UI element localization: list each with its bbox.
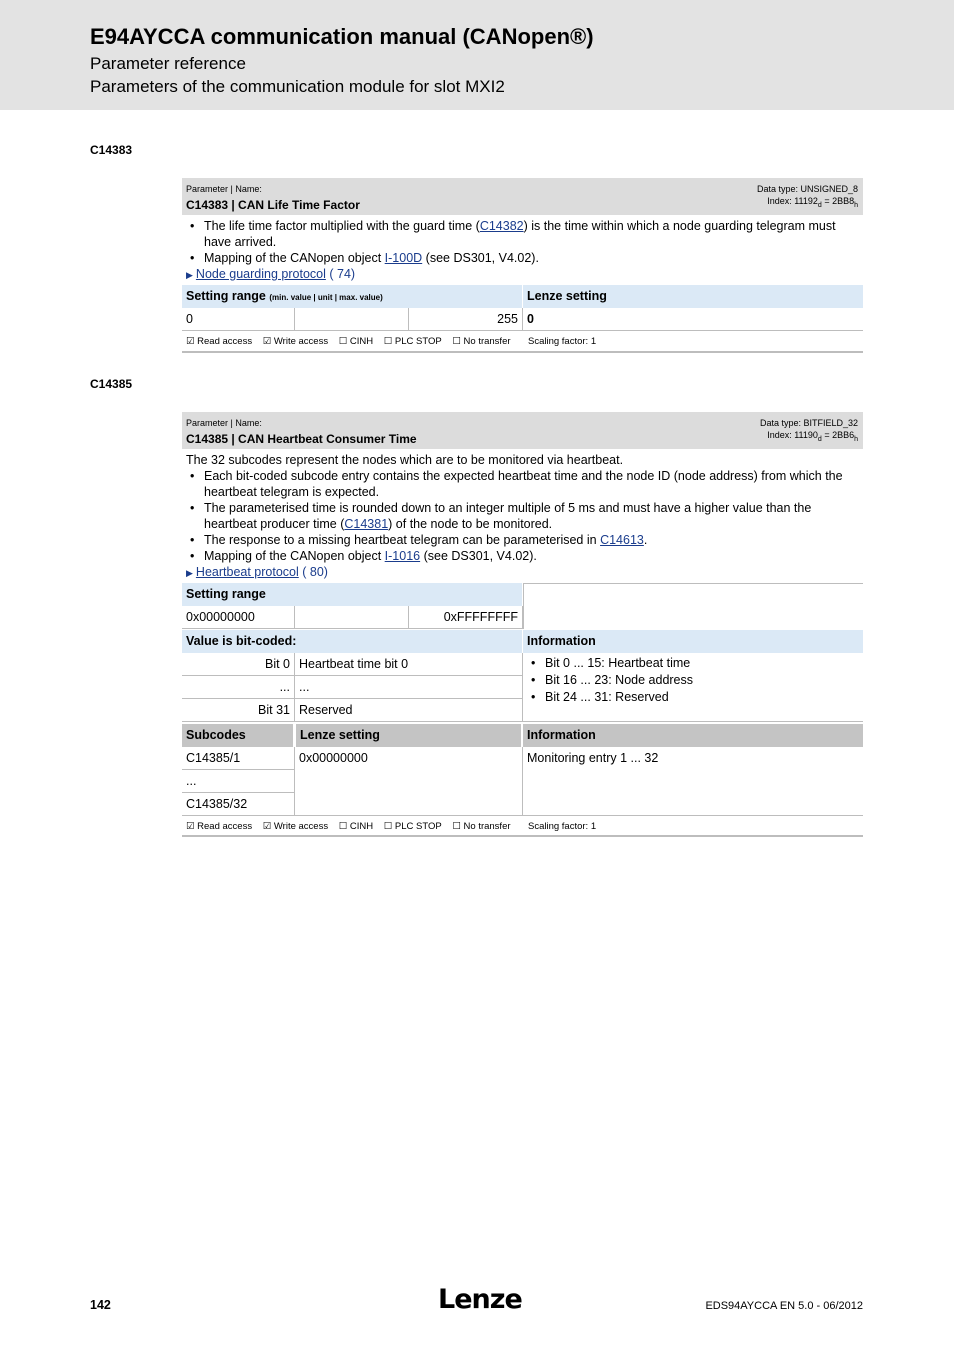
link-i-100d[interactable]: I-100D	[384, 251, 423, 265]
bit-description: Reserved	[295, 699, 523, 722]
lenze-setting-value: 0	[523, 308, 863, 331]
no-transfer-flag: ☐ No transfer	[452, 821, 511, 832]
link-c14613[interactable]: C14613	[600, 533, 644, 547]
sub-lenze-header: Lenze setting	[296, 724, 523, 747]
bit-information	[523, 653, 863, 722]
access-flags-row	[182, 816, 863, 837]
param-description	[182, 449, 863, 583]
bullet-item: • The parameterised time is rounded down to an integer multiple of 5 ms and must have a higher value than the heartbeat producer time (C14381) of the node to be monitored.	[186, 500, 859, 532]
param-name-label: Parameter | Name:	[186, 184, 262, 194]
subcode-item: C14385/1	[182, 747, 295, 770]
plc-stop-flag: ☐ PLC STOP	[383, 336, 442, 347]
book-page-ref: ( 74)	[329, 267, 356, 281]
cross-reference	[186, 266, 859, 283]
param-index: Index: $11192_d = 2BB8_h$	[767, 196, 858, 209]
max-value: 0xFFFFFFFF	[409, 606, 523, 629]
section-title: Parameters of the communication module for slot MXI2	[90, 77, 505, 96]
link-c14382[interactable]: C14382	[479, 219, 524, 233]
bit-label: Bit 0	[182, 653, 295, 676]
param-name: C14385 | CAN Heartbeat Consumer Time	[186, 432, 417, 446]
scaling-factor: Scaling factor: 1	[528, 336, 597, 347]
sub-information-value: Monitoring entry 1 ... 32	[523, 747, 863, 816]
setting-range-header: Setting range (min. value | unit | max. value)	[182, 285, 522, 308]
write-access-flag: ☑ Write access	[262, 336, 329, 347]
triangle-right-icon: ▶	[186, 270, 193, 280]
min-value: 0x00000000	[182, 606, 295, 629]
information-header: Information	[523, 630, 863, 653]
param-name: C14383 | CAN Life Time Factor	[186, 198, 360, 212]
cross-reference	[186, 564, 859, 581]
sub-lenze-value: 0x00000000	[295, 747, 523, 816]
setting-grid	[182, 285, 863, 353]
min-value: 0	[182, 308, 295, 331]
param-header	[182, 178, 863, 215]
unit-value	[295, 606, 409, 629]
bullet-item: • The response to a missing heartbeat telegram can be parameterised in C14613.	[186, 532, 859, 548]
document-title: E94AYCCA communication manual (CANopen®)	[90, 24, 594, 49]
unit-value	[295, 308, 409, 331]
bit-label: Bit 31	[182, 699, 295, 722]
book-page-ref: ( 80)	[302, 565, 328, 579]
bit-description: ...	[295, 676, 523, 699]
intro-text: The 32 subcodes represent the nodes which are to be monitored via heartbeat.	[186, 453, 624, 467]
document-id: EDS94AYCCA EN 5.0 - 06/2012	[705, 1300, 863, 1312]
header-band	[0, 0, 954, 110]
param-heading-c14383: C14383	[90, 143, 133, 157]
max-value: 255	[409, 308, 523, 331]
bit-info-item: • Bit 16 ... 23: Node address	[527, 672, 859, 689]
link-heartbeat-protocol[interactable]: Heartbeat protocol	[195, 565, 299, 579]
no-transfer-flag: ☐ No transfer	[452, 336, 511, 347]
bit-description: Heartbeat time bit 0	[295, 653, 523, 676]
triangle-right-icon: ▶	[186, 568, 193, 578]
subcode-item: ...	[182, 770, 295, 793]
bullet-item: • Mapping of the CANopen object I-1016 (see DS301, V4.02).	[186, 548, 859, 564]
bullet-item: • Each bit-coded subcode entry contains the expected heartbeat time and the node ID (node address) from which the heartbeat telegram is expected.	[186, 468, 859, 500]
access-flags-row	[182, 331, 863, 353]
param-name-label: Parameter | Name:	[186, 418, 262, 428]
subcode-item: C14385/32	[182, 793, 295, 816]
setting-range-header: Setting range	[182, 583, 522, 606]
scaling-factor: Scaling factor: 1	[528, 821, 597, 832]
cinh-flag: ☐ CINH	[338, 821, 374, 832]
setting-grid	[182, 583, 863, 837]
param-description	[182, 215, 863, 285]
param-heading-c14385: C14385	[90, 377, 133, 391]
bit-label: ...	[182, 676, 295, 699]
param-index: Index: $11190_d = 2BB6_h$	[767, 430, 858, 443]
param-table-c14385	[182, 412, 863, 837]
param-table-c14383	[182, 178, 863, 353]
lenze-logo: Lenze	[438, 1284, 522, 1315]
empty-cell	[523, 583, 863, 629]
read-access-flag: ☑ Read access	[186, 336, 253, 347]
bullet-item: • The life time factor multiplied with the guard time (C14382) is the time within which a node guarding telegram must have arrived.	[186, 218, 859, 250]
data-type: Data type: UNSIGNED_8	[756, 184, 858, 194]
bit-coded-header: Value is bit-coded:	[182, 630, 522, 653]
plc-stop-flag: ☐ PLC STOP	[383, 821, 442, 832]
chapter-title: Parameter reference	[90, 54, 246, 73]
data-type: Data type: BITFIELD_32	[759, 418, 858, 428]
link-i-1016[interactable]: I-1016	[384, 549, 421, 563]
bullet-item: • Mapping of the CANopen object I-100D (see DS301, V4.02).	[186, 250, 859, 266]
link-c14381[interactable]: C14381	[344, 517, 389, 531]
bit-info-item: • Bit 24 ... 31: Reserved	[527, 689, 859, 706]
bit-info-item: • Bit 0 ... 15: Heartbeat time	[527, 655, 859, 672]
write-access-flag: ☑ Write access	[262, 821, 329, 832]
cinh-flag: ☐ CINH	[338, 336, 374, 347]
subcodes-header: Subcodes	[182, 724, 295, 747]
page-number: 142	[90, 1298, 111, 1312]
link-node-guarding-protocol[interactable]: Node guarding protocol	[195, 267, 326, 281]
param-header	[182, 412, 863, 449]
read-access-flag: ☑ Read access	[186, 821, 253, 832]
lenze-setting-header: Lenze setting	[523, 285, 863, 308]
sub-information-header: Information	[523, 724, 863, 747]
